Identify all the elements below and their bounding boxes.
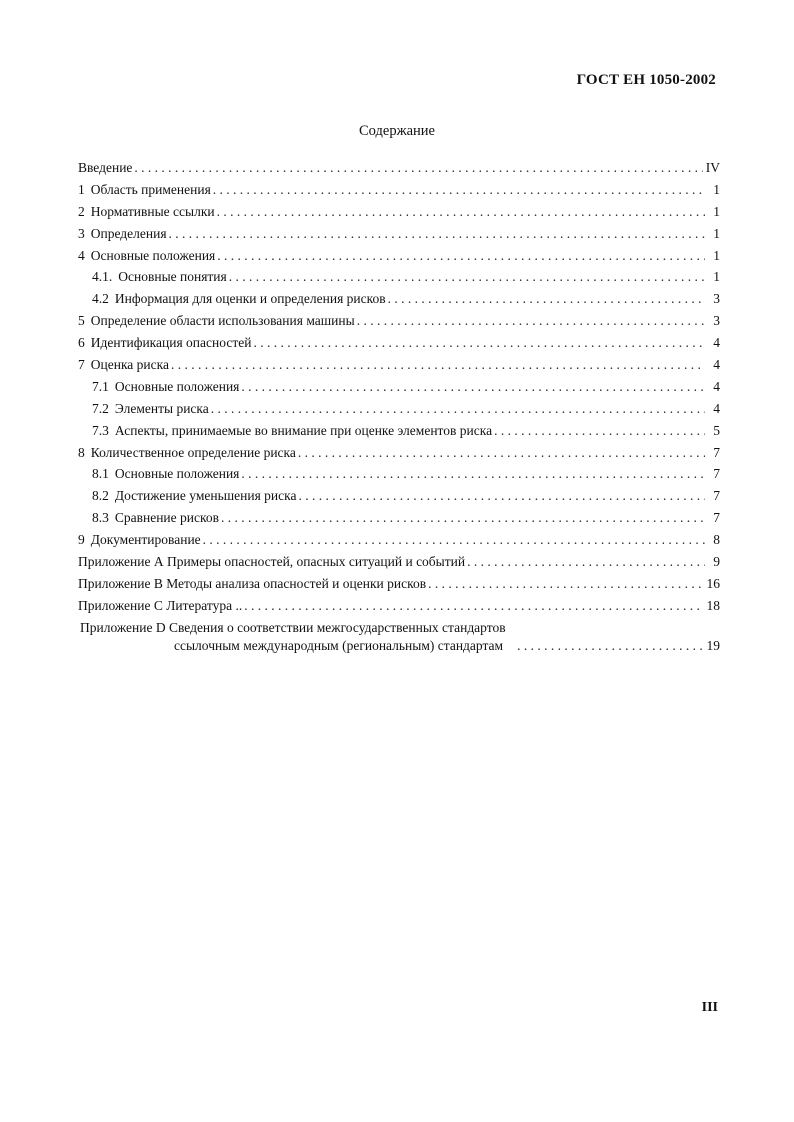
dot-leader bbox=[171, 357, 705, 373]
toc-entry-number: 2 bbox=[78, 203, 85, 219]
toc-entry-label bbox=[92, 423, 492, 439]
toc-entry[interactable] bbox=[78, 554, 720, 576]
toc-entry-page: 7 bbox=[713, 466, 720, 482]
toc-entry-number: 8 bbox=[78, 444, 85, 460]
toc-entry-page: 7 bbox=[713, 510, 720, 526]
toc-entry-page: 8 bbox=[713, 532, 720, 548]
toc-entry-label bbox=[92, 401, 209, 417]
toc-entry-text: Приложение А Примеры опасностей, опасных ситуаций и событий bbox=[78, 554, 466, 570]
toc-entry-text: Документирование bbox=[90, 532, 201, 548]
toc-entry-text: ссылочным международным (региональным) стандартам bbox=[174, 637, 504, 653]
dot-leader bbox=[244, 598, 703, 614]
dot-leader bbox=[467, 554, 705, 570]
dot-leader bbox=[211, 401, 705, 417]
toc-entry-page: 4 bbox=[713, 400, 720, 416]
toc-entry-label bbox=[78, 182, 211, 198]
toc-entry[interactable] bbox=[78, 576, 720, 598]
toc-entry[interactable] bbox=[78, 291, 720, 313]
toc-entry-text: Введение bbox=[78, 160, 133, 175]
toc-entry-label bbox=[78, 335, 251, 351]
toc-entry-page: 3 bbox=[713, 291, 720, 307]
toc-entry-label bbox=[78, 248, 215, 264]
toc-entry-page: 9 bbox=[713, 554, 720, 570]
dot-leader bbox=[169, 226, 705, 242]
toc-entry[interactable] bbox=[78, 379, 720, 401]
toc-entry-number: 3 bbox=[78, 225, 85, 241]
toc-entry-text: Сравнение рисков bbox=[114, 510, 219, 526]
toc-title: Содержание bbox=[359, 123, 435, 139]
dot-leader bbox=[217, 248, 705, 264]
page-number: III bbox=[701, 1000, 718, 1015]
toc-entry-text: Оценка риска bbox=[90, 357, 169, 373]
toc-entry[interactable] bbox=[78, 510, 720, 532]
toc-entry-text: Количественное определение риска bbox=[90, 444, 296, 460]
dot-leader bbox=[203, 532, 705, 548]
document-code: ГОСТ ЕН 1050-2002 bbox=[576, 72, 716, 88]
toc-entry-number: 9 bbox=[78, 532, 85, 548]
toc-entry-text: Определения bbox=[90, 225, 167, 241]
toc-entry-label bbox=[78, 204, 215, 220]
toc-entry[interactable] bbox=[78, 226, 720, 248]
toc-entry-page: 3 bbox=[713, 313, 720, 329]
toc-entry-label bbox=[78, 576, 426, 592]
toc-entry[interactable] bbox=[78, 313, 720, 335]
toc-entry-text: Основные положения bbox=[90, 247, 216, 263]
toc-entry[interactable] bbox=[78, 532, 720, 554]
toc-entry[interactable] bbox=[78, 466, 720, 488]
toc-entry[interactable] bbox=[78, 357, 720, 379]
dot-leader bbox=[298, 488, 705, 504]
dot-leader bbox=[241, 379, 705, 395]
toc-entry-text: Элементы риска bbox=[114, 400, 209, 416]
toc-entry-label bbox=[92, 269, 227, 285]
toc-entry-number: 7.2 bbox=[92, 400, 109, 416]
toc-entry-text: Идентификация опасностей bbox=[90, 335, 252, 351]
toc-entry-number: 7 bbox=[78, 357, 85, 373]
toc-entry[interactable] bbox=[78, 401, 720, 423]
toc-entry[interactable] bbox=[78, 248, 720, 270]
toc-entry-page: 1 bbox=[713, 203, 720, 219]
toc-entry-text: Аспекты, принимаемые во внимание при оценке элементов риска bbox=[114, 422, 493, 438]
toc-entry[interactable] bbox=[78, 423, 720, 445]
table-of-contents bbox=[78, 160, 720, 659]
toc-entry-text: Приложение В Методы анализа опасностей и оценки рисков bbox=[78, 575, 427, 591]
toc-entry-label bbox=[92, 291, 386, 307]
toc-entry-continuation bbox=[78, 638, 720, 659]
dot-leader bbox=[357, 313, 705, 329]
toc-entry-number: 4 bbox=[78, 247, 85, 263]
dot-leader bbox=[253, 335, 705, 351]
toc-entry-number: 8.1 bbox=[92, 466, 109, 482]
toc-entry-page: 7 bbox=[713, 444, 720, 460]
toc-entry[interactable] bbox=[78, 488, 720, 510]
toc-entry-page: 16 bbox=[706, 575, 720, 591]
toc-entry[interactable] bbox=[78, 160, 720, 182]
toc-entry-label bbox=[78, 313, 355, 329]
dot-leader bbox=[517, 638, 703, 654]
toc-entry-page: 18 bbox=[706, 597, 720, 613]
toc-entry-text: Приложение С Литература .. bbox=[78, 597, 243, 613]
toc-entry-label bbox=[78, 445, 296, 461]
toc-entry-page: 1 bbox=[713, 181, 720, 197]
toc-entry-page: 1 bbox=[713, 225, 720, 241]
toc-entry-text: Нормативные ссылки bbox=[90, 203, 215, 219]
dot-leader bbox=[428, 576, 703, 592]
toc-entry-text: Приложение D Сведения о соответствии межгосударственных стандартов bbox=[80, 619, 506, 635]
toc-entry-text: Область применения bbox=[90, 181, 211, 197]
toc-entry-label bbox=[78, 532, 201, 548]
dot-leader bbox=[134, 160, 702, 176]
toc-entry[interactable] bbox=[78, 620, 720, 659]
toc-entry[interactable] bbox=[78, 204, 720, 226]
toc-entry[interactable] bbox=[78, 445, 720, 467]
toc-entry[interactable] bbox=[78, 598, 720, 620]
toc-entry-text: Основные положения bbox=[114, 378, 240, 394]
dot-leader bbox=[217, 204, 705, 220]
toc-entry-page: 1 bbox=[713, 247, 720, 263]
dot-leader bbox=[494, 423, 705, 439]
toc-entry-number: 1 bbox=[78, 181, 85, 197]
toc-entry-label bbox=[78, 160, 132, 176]
toc-entry-page: 4 bbox=[713, 335, 720, 351]
toc-entry-page: 7 bbox=[713, 488, 720, 504]
toc-entry-label bbox=[92, 379, 239, 395]
dot-leader bbox=[241, 466, 705, 482]
toc-entry-number: 7.3 bbox=[92, 422, 109, 438]
toc-entry-text: Основные понятия bbox=[118, 269, 227, 285]
toc-entry-label bbox=[92, 466, 239, 482]
toc-entry-number: 8.3 bbox=[92, 510, 109, 526]
toc-entry-text: Определение области использования машины bbox=[90, 313, 355, 329]
toc-entry-number: 6 bbox=[78, 335, 85, 351]
toc-entry-number: 4.1. bbox=[92, 269, 113, 285]
dot-leader bbox=[298, 445, 705, 461]
toc-entry-label bbox=[78, 554, 465, 570]
dot-leader bbox=[213, 182, 705, 198]
toc-entry-page: 4 bbox=[713, 357, 720, 373]
toc-entry-number: 5 bbox=[78, 313, 85, 329]
dot-leader bbox=[388, 291, 705, 307]
dot-leader bbox=[229, 269, 705, 285]
toc-entry-number: 4.2 bbox=[92, 291, 109, 307]
toc-entry-page: 4 bbox=[713, 378, 720, 394]
toc-entry-text: Основные положения bbox=[114, 466, 240, 482]
toc-entry-label bbox=[78, 357, 169, 373]
toc-entry-text: Достижение уменьшения риска bbox=[114, 488, 297, 504]
toc-entry-page: 5 bbox=[713, 422, 720, 438]
toc-entry-text: Информация для оценки и определения рисков bbox=[114, 291, 386, 307]
toc-entry-label bbox=[92, 488, 296, 504]
toc-entry[interactable] bbox=[78, 182, 720, 204]
toc-entry-label bbox=[92, 510, 219, 526]
toc-entry[interactable] bbox=[78, 335, 720, 357]
dot-leader bbox=[221, 510, 705, 526]
toc-entry-page: IV bbox=[705, 160, 720, 175]
toc-entry-number: 8.2 bbox=[92, 488, 109, 504]
toc-entry-number: 7.1 bbox=[92, 378, 109, 394]
toc-entry-label bbox=[78, 226, 167, 242]
toc-entry-label bbox=[78, 598, 242, 614]
toc-entry[interactable] bbox=[78, 269, 720, 291]
toc-entry-page: 1 bbox=[713, 269, 720, 285]
toc-entry-page: 19 bbox=[706, 637, 720, 653]
